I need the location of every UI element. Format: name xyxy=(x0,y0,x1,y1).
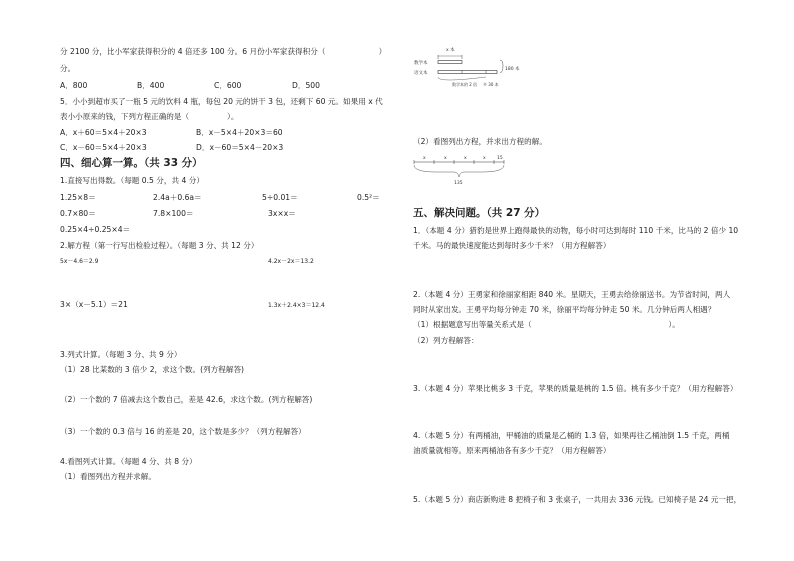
p2-line2: 同时从家出发。王勇平均每分钟走 70 米，徐丽平均每分钟走 50 米。几分钟后两人相遇？ xyxy=(413,305,716,314)
d1-bar-math xyxy=(438,61,462,64)
q5-line2: 表小小原来的钱，下列方程正确的是（ ）。 xyxy=(60,112,239,121)
segment-diagram-1 xyxy=(410,44,520,100)
s1-r2-c2: 7.8×100＝ xyxy=(153,209,194,218)
d1-row2-label: 语文本 xyxy=(414,71,428,76)
p2-line4: （2）列方程解答： xyxy=(413,336,479,345)
s1-title: 1.直接写出得数。（每题 0.5 分，共 4 分） xyxy=(60,176,204,185)
q5-line1: 5．小小到超市买了一瓶 5 元的饮料 4 瓶，每包 20 元的饼干 3 包，还剩下 60 元。如果用 x 代 xyxy=(60,97,383,106)
s3-title: 3.列式计算。（每题 3 分、共 9 分） xyxy=(60,350,182,359)
p1-line2: 千米。马的最快速度能达到每时多少千米？（用方程解答） xyxy=(413,241,611,250)
s1-r1-c2: 2.4a＋0.6a＝ xyxy=(153,193,202,202)
d1-x-label: x 本 xyxy=(446,48,455,53)
p2-line1: 2.（本题 4 分）王勇家和徐丽家相距 840 米。星期天，王勇去给徐丽送书。为节省时间，两人 xyxy=(413,290,731,299)
d1-bottom-label2: 多 30 本 xyxy=(483,82,499,87)
d1-bottom-label1: 数学本的 2 倍 xyxy=(452,82,478,87)
d1-bar-chinese xyxy=(438,71,497,74)
p5-line1: 5.（本题 5 分）商店新购进 8 把椅子和 3 张桌子，一共用去 336 元钱。已知椅子是 24 元一把， xyxy=(413,495,742,504)
s1-r1-c3: 5÷0.01＝ xyxy=(262,193,298,202)
s3-q1: （1）28 比某数的 3 倍少 2，求这个数。(列方程解答) xyxy=(60,365,245,374)
q4-option-c: C．600 xyxy=(214,81,242,90)
s1-r3-c1: 0.25×4÷0.25×4＝ xyxy=(60,225,131,234)
s4-title: 4.看图列式计算。（每题 4 分、共 8 分） xyxy=(60,457,197,466)
s1-r1-c1: 1.25×8＝ xyxy=(60,193,96,202)
s3-q2: （2）一个数的 7 倍减去这个数自己，差是 42.6，求这个数。(列方程解答) xyxy=(60,395,313,404)
s1-r2-c3: 3x×x＝ xyxy=(268,209,296,218)
s2-eq3: 3×（x－5.1）＝21 xyxy=(60,300,128,309)
q5-option-d: D．x－60＝5×4－20×3 xyxy=(196,143,284,152)
s2-eq4: 1.3x＋2.4×3＝12.4 xyxy=(268,302,325,309)
section4-title: 四、细心算一算。（共 33 分） xyxy=(60,157,203,169)
d1-row1-label: 数学本 xyxy=(414,61,428,66)
d2-label-2: x xyxy=(444,156,447,161)
d2-label-15: 15 xyxy=(497,156,503,161)
p1-line1: 1．（本题 4 分）猎豹是世界上跑得最快的动物，每小时可达到每时 110 千米，比马的 2 倍少 10 xyxy=(413,226,739,235)
q4-option-a: A．800 xyxy=(60,81,88,90)
d2-label-1: x xyxy=(423,156,426,161)
p4-line2: 油质量就相等。原来两桶油各有多少千克？（用方程解答） xyxy=(413,446,611,455)
q5-option-c: C．x－60＝5×4＋20×3 xyxy=(60,143,147,152)
p4-line1: 4.（本题 5 分）有两桶油，甲桶油的质量是乙桶的 1.3 倍，如果再往乙桶油倒 1.5 千克，两桶 xyxy=(413,431,730,440)
p3-line1: 3.（本题 4 分）苹果比桃多 3 千克，苹果的质量是桃的 1.5 倍。桃有多少千克？（用方程解答） xyxy=(413,384,738,393)
q5-option-a: A．x＋60＝5×4＋20×3 xyxy=(60,128,147,137)
s1-r1-c4: 0.5²＝ xyxy=(357,193,380,202)
d1-total-label: 180 本 xyxy=(505,67,520,72)
d2-caption: （2）看图列出方程，并求出方程的解。 xyxy=(413,137,547,146)
s4-q1: （1）看图列出方程并求解。 xyxy=(60,472,156,481)
d2-label-4: x xyxy=(483,156,486,161)
s3-q3: （3）一个数的 0.3 倍与 16 的差是 20，这个数是多少？（列方程解答） xyxy=(60,427,306,436)
q4-option-b: B．400 xyxy=(137,81,165,90)
p2-line3: （1）根据题意写出等量关系式是（ ）。 xyxy=(413,320,680,329)
segment-diagram-2 xyxy=(408,152,508,188)
d2-label-3: x xyxy=(464,156,467,161)
q4-continuation-line1: 分 2100 分，比小军家获得积分的 4 倍还多 100 分。6 月份小军家获得积分（ ） xyxy=(60,47,387,56)
s2-eq1: 5x－4.6＝2.9 xyxy=(60,258,99,265)
section5-title: 五、解决问题。（共 27 分） xyxy=(413,207,546,219)
s2-title: 2.解方程（第一行写出检验过程）。（每题 3 分、共 12 分） xyxy=(60,241,259,250)
q4-continuation-line2: 分。 xyxy=(60,64,76,73)
s1-r2-c1: 0.7×80＝ xyxy=(60,209,96,218)
q4-option-d: D．500 xyxy=(292,81,320,90)
s2-eq2: 4.2x－2x＝13.2 xyxy=(268,258,314,265)
d2-total-label: 135 xyxy=(454,181,463,186)
q5-option-b: B．x－5×4＋20×3＝60 xyxy=(196,128,283,137)
